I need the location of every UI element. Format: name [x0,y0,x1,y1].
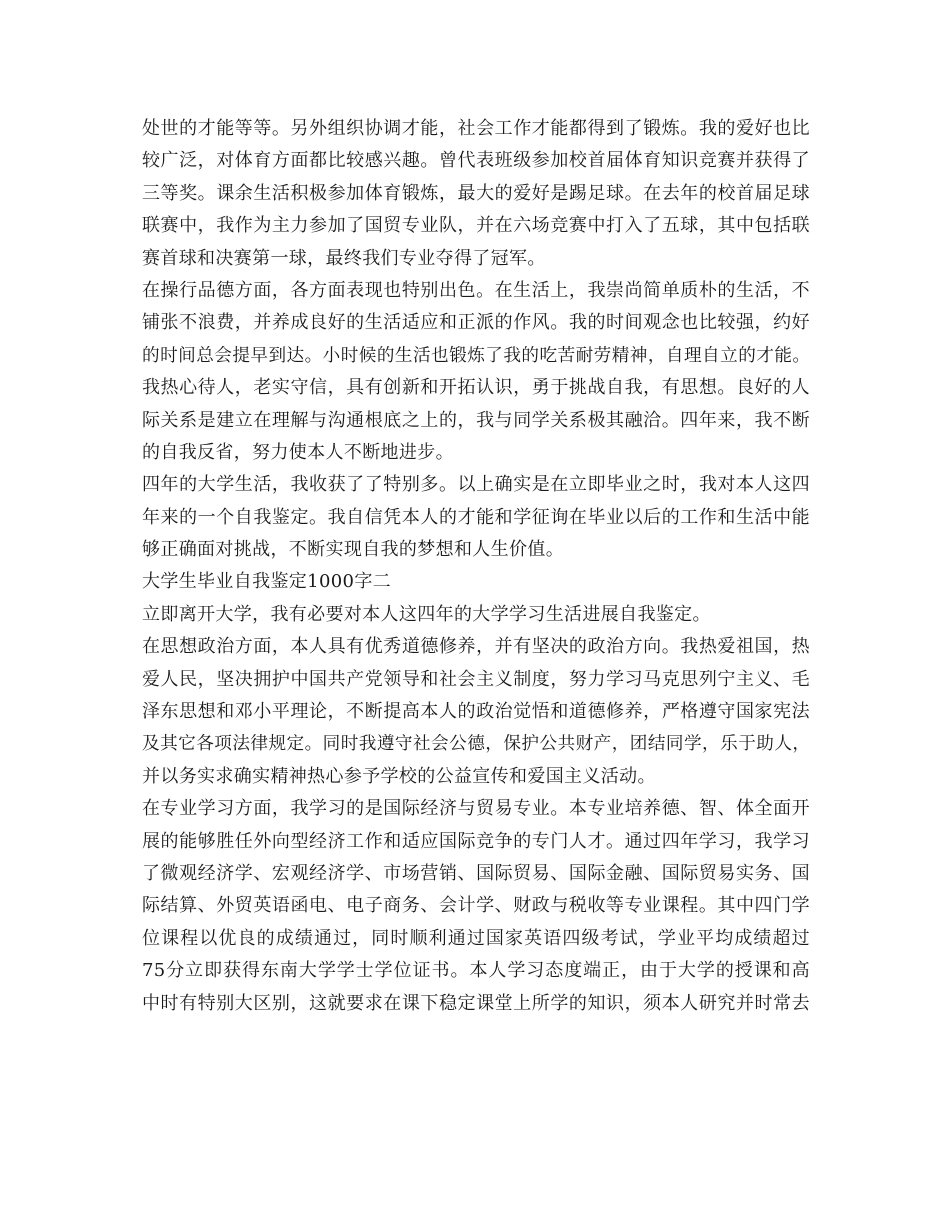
text-line: 我热心待人，老实守信，具有创新和开拓认识，勇于挑战自我，有思想。良好的人 [142,377,810,399]
text-line: 际关系是建立在理解与沟通根底之上的，我与同学关系极其融洽。四年来，我不断 [142,409,810,431]
paragraph-start-line: 在操行品德方面，各方面表现也特别出色。在生活上，我崇尚简单质朴的生活，不 [142,279,810,301]
text-line: 三等奖。课余生活积极参加体育锻炼，最大的爱好是踢足球。在去年的校首届足球 [142,182,810,204]
paragraph-start-line: 立即离开大学，我有必要对本人这四年的大学学习生活进展自我鉴定。 [142,603,711,625]
paragraph-start-line: 在思想政治方面，本人具有优秀道德修养，并有坚决的政治方向。我热爱祖国，热 [142,636,810,658]
text-line: 75分立即获得东南大学学士学位证书。本人学习态度端正，由于大学的授课和高 [142,960,810,982]
text-line: 泽东思想和邓小平理论，不断提高本人的政治觉悟和道德修养，严格遵守国家宪法 [142,701,810,723]
text-line: 的自我反省，努力使本人不断地进步。 [142,441,454,463]
text-line: 年来的一个自我鉴定。我自信凭本人的才能和学征询在毕业以后的工作和生活中能 [142,506,810,528]
text-line: 了微观经济学、宏观经济学、市场营销、国际贸易、国际金融、国际贸易实务、国 [142,862,810,884]
text-line: 处世的才能等等。另外组织协调才能，社会工作才能都得到了锻炼。我的爱好也比 [142,118,810,139]
text-line: 及其它各项法律规定。同时我遵守社会公德，保护公共财产，团结同学，乐于助人， [142,734,810,755]
text-line: 位课程以优良的成绩通过，同时顺利通过国家英语四级考试，学业平均成绩超过 [142,927,810,949]
paragraph-start-line: 四年的大学生活，我收获了了特别多。以上确实是在立即毕业之时，我对本人这四 [142,474,810,496]
text-line: 中时有特别大区别，这就要求在课下稳定课堂上所学的知识，须本人研究并时常去 [142,992,810,1014]
text-line: 际结算、外贸英语函电、电子商务、会计学、财政与税收等专业课程。其中四门学 [142,895,810,917]
text-line: 赛首球和决赛第一球，最终我们专业夺得了冠军。 [142,247,546,269]
text-line: 铺张不浪费，并养成良好的生活适应和正派的作风。我的时间观念也比较强，约好 [142,312,810,334]
paragraph-start-line: 在专业学习方面，我学习的是国际经济与贸易专业。本专业培养德、智、体全面开 [142,798,810,820]
section-heading: 大学生毕业自我鉴定1000字二 [142,571,392,593]
text-line: 够正确面对挑战，不断实现自我的梦想和人生价值。 [142,539,565,561]
text-line: 较广泛，对体育方面都比较感兴趣。曾代表班级参加校首届体育知识竞赛并获得了 [142,150,810,172]
text-line: 的时间总会提早到达。小时候的生活也锻炼了我的吃苦耐劳精神，自理自立的才能。 [142,345,810,366]
text-line: 展的能够胜任外向型经济工作和适应国际竞争的专门人才。通过四年学习，我学习 [142,830,810,852]
document-body [142,113,810,1020]
text-line: 联赛中，我作为主力参加了国贸专业队，并在六场竞赛中打入了五球，其中包括联 [142,215,810,237]
text-line: 爱人民，坚决拥护中国共产党领导和社会主义制度，努力学习马克思列宁主义、毛 [142,668,810,690]
text-line: 并以务实求确实精神热心参予学校的公益宣传和爱国主义活动。 [142,765,656,787]
